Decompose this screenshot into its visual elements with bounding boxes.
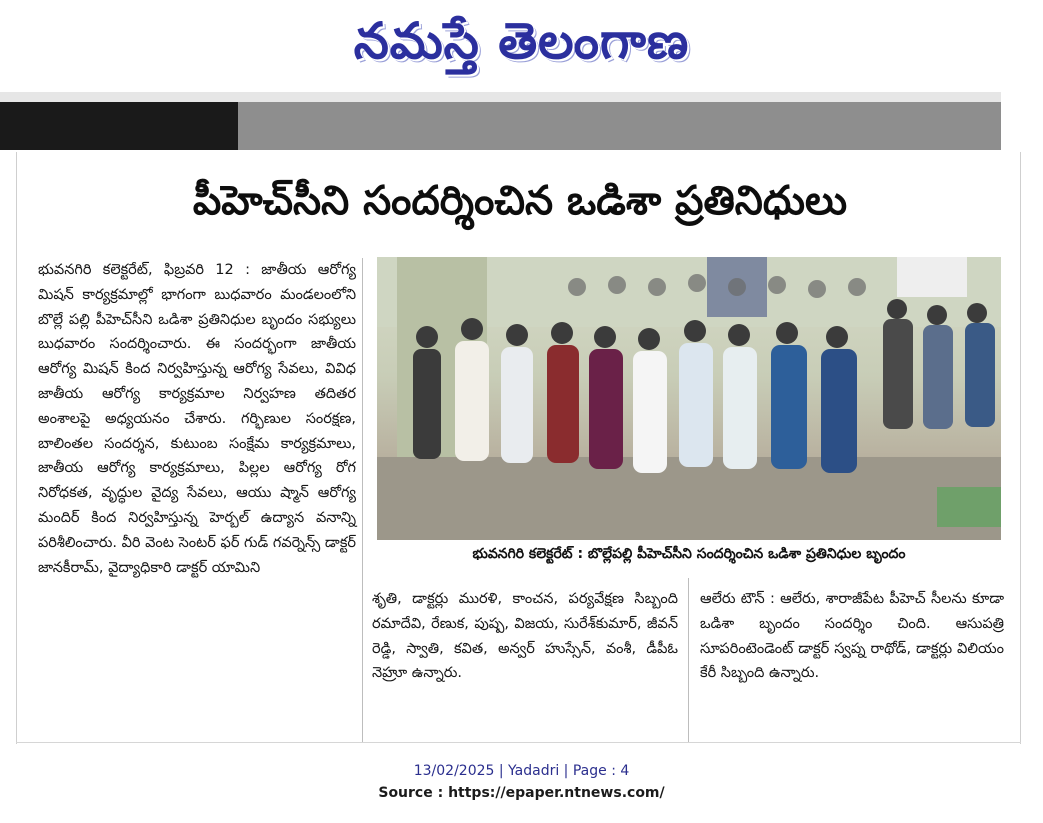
header-band-grey <box>238 102 1001 150</box>
page-footer <box>0 760 1043 804</box>
newspaper-logo: నమస్తే తెలంగాణ <box>353 11 690 70</box>
article-column-1 <box>38 258 356 580</box>
masthead <box>0 6 1043 76</box>
frame-right-rule <box>1020 152 1021 744</box>
column-1-paragraph: భువనగిరి కలెక్టరేట్, ఫిబ్రవరి 12 : జాతీయ ఆరోగ్య మిషన్ కార్యక్రమాల్లో భాగంగా బుధవారం మండలంలోని బొల్లే పల్లి పీహెచ్‌సీని ఒడిశా ప్రతినిధుల బృందం సభ్యులు బుధవారం సందర్శించారు. ఈ సందర్భంగా జాతీయ ఆరోగ్య మిషన్ కింద నిర్వహిస్తున్న ఆరోగ్య సేవలు, వివిధ జాతీయ ఆరోగ్య కార్యక్రమాల నిర్వహణ తదితర అంశాలపై అధ్యయనం చేశారు. గర్భిణుల సంరక్షణ, బాలింతల సందర్శన, కుటుంబ సంక్షేమ కార్యక్రమాలు, జాతీయ ఆరోగ్య కార్యక్రమాలు, పిల్లల ఆరోగ్య రోగ నిరోధకత, వృద్ధుల వైద్య సేవలు, ఆయు ష్మాన్ ఆరోగ్య మందిర్ కింద నిర్వహిస్తున్న హెర్బల్ ఉద్యాన వనాన్ని పరిశీలించారు. వీరి వెంట సెంటర్ ఫర్ గుడ్ గవర్నెన్స్ డాక్టర్ జానకీరామ్, వైద్యాధికారి డాక్టర్ యామిని <box>38 262 356 576</box>
header-strip <box>0 92 1001 102</box>
article-photo <box>377 257 1001 540</box>
header-band-dark <box>0 102 238 150</box>
column-divider <box>688 578 689 742</box>
article-column-3 <box>700 587 1004 686</box>
column-2-paragraph: శృతి, డాక్టర్లు మురళి, కాంచన, పర్యవేక్షణ సిబ్బంది రమాదేవి, రేణుక, పుష్ప, విజయ, సురేశ్‌కుమార్, జీవన్ రెడ్డి, స్వాతి, కవిత, అన్వర్ హుస్సేన్, వంశీ, డీపీఓ నెహ్రూ ఉన్నారు. <box>372 591 678 682</box>
column-3-paragraph: ఆలేరు టౌన్ : ఆలేరు, శారాజీపేట పీహెచ్ సీలను కూడా ఒడిశా బృందం సందర్శిం చింది. ఆసుపత్రి సూపరింటెండెంట్ డాక్టర్ స్వప్న రాథోడ్, డాక్టర్లు విలియం కేరీ సిబ్బంది ఉన్నారు. <box>700 591 1004 682</box>
frame-bottom-rule <box>16 742 1021 743</box>
footer-date-edition: 13/02/2025 | Yadadri | Page : 4 <box>413 763 630 779</box>
group-photo-illustration <box>377 257 1001 540</box>
frame-left-rule <box>16 152 17 744</box>
article-column-2 <box>372 587 678 686</box>
column-divider <box>362 258 363 742</box>
photo-caption: భువనగిరి కలెక్టరేట్ : బొల్లేపల్లి పీహెచ్‌సీని సందర్శించిన ఒడిశా ప్రతినిధుల బృందం <box>472 546 906 562</box>
article-headline: పీహెచ్‌సీని సందర్శించిన ఒడిశా ప్రతినిధులు <box>192 178 848 224</box>
footer-source-link[interactable]: Source : https://epaper.ntnews.com/ <box>378 785 665 801</box>
